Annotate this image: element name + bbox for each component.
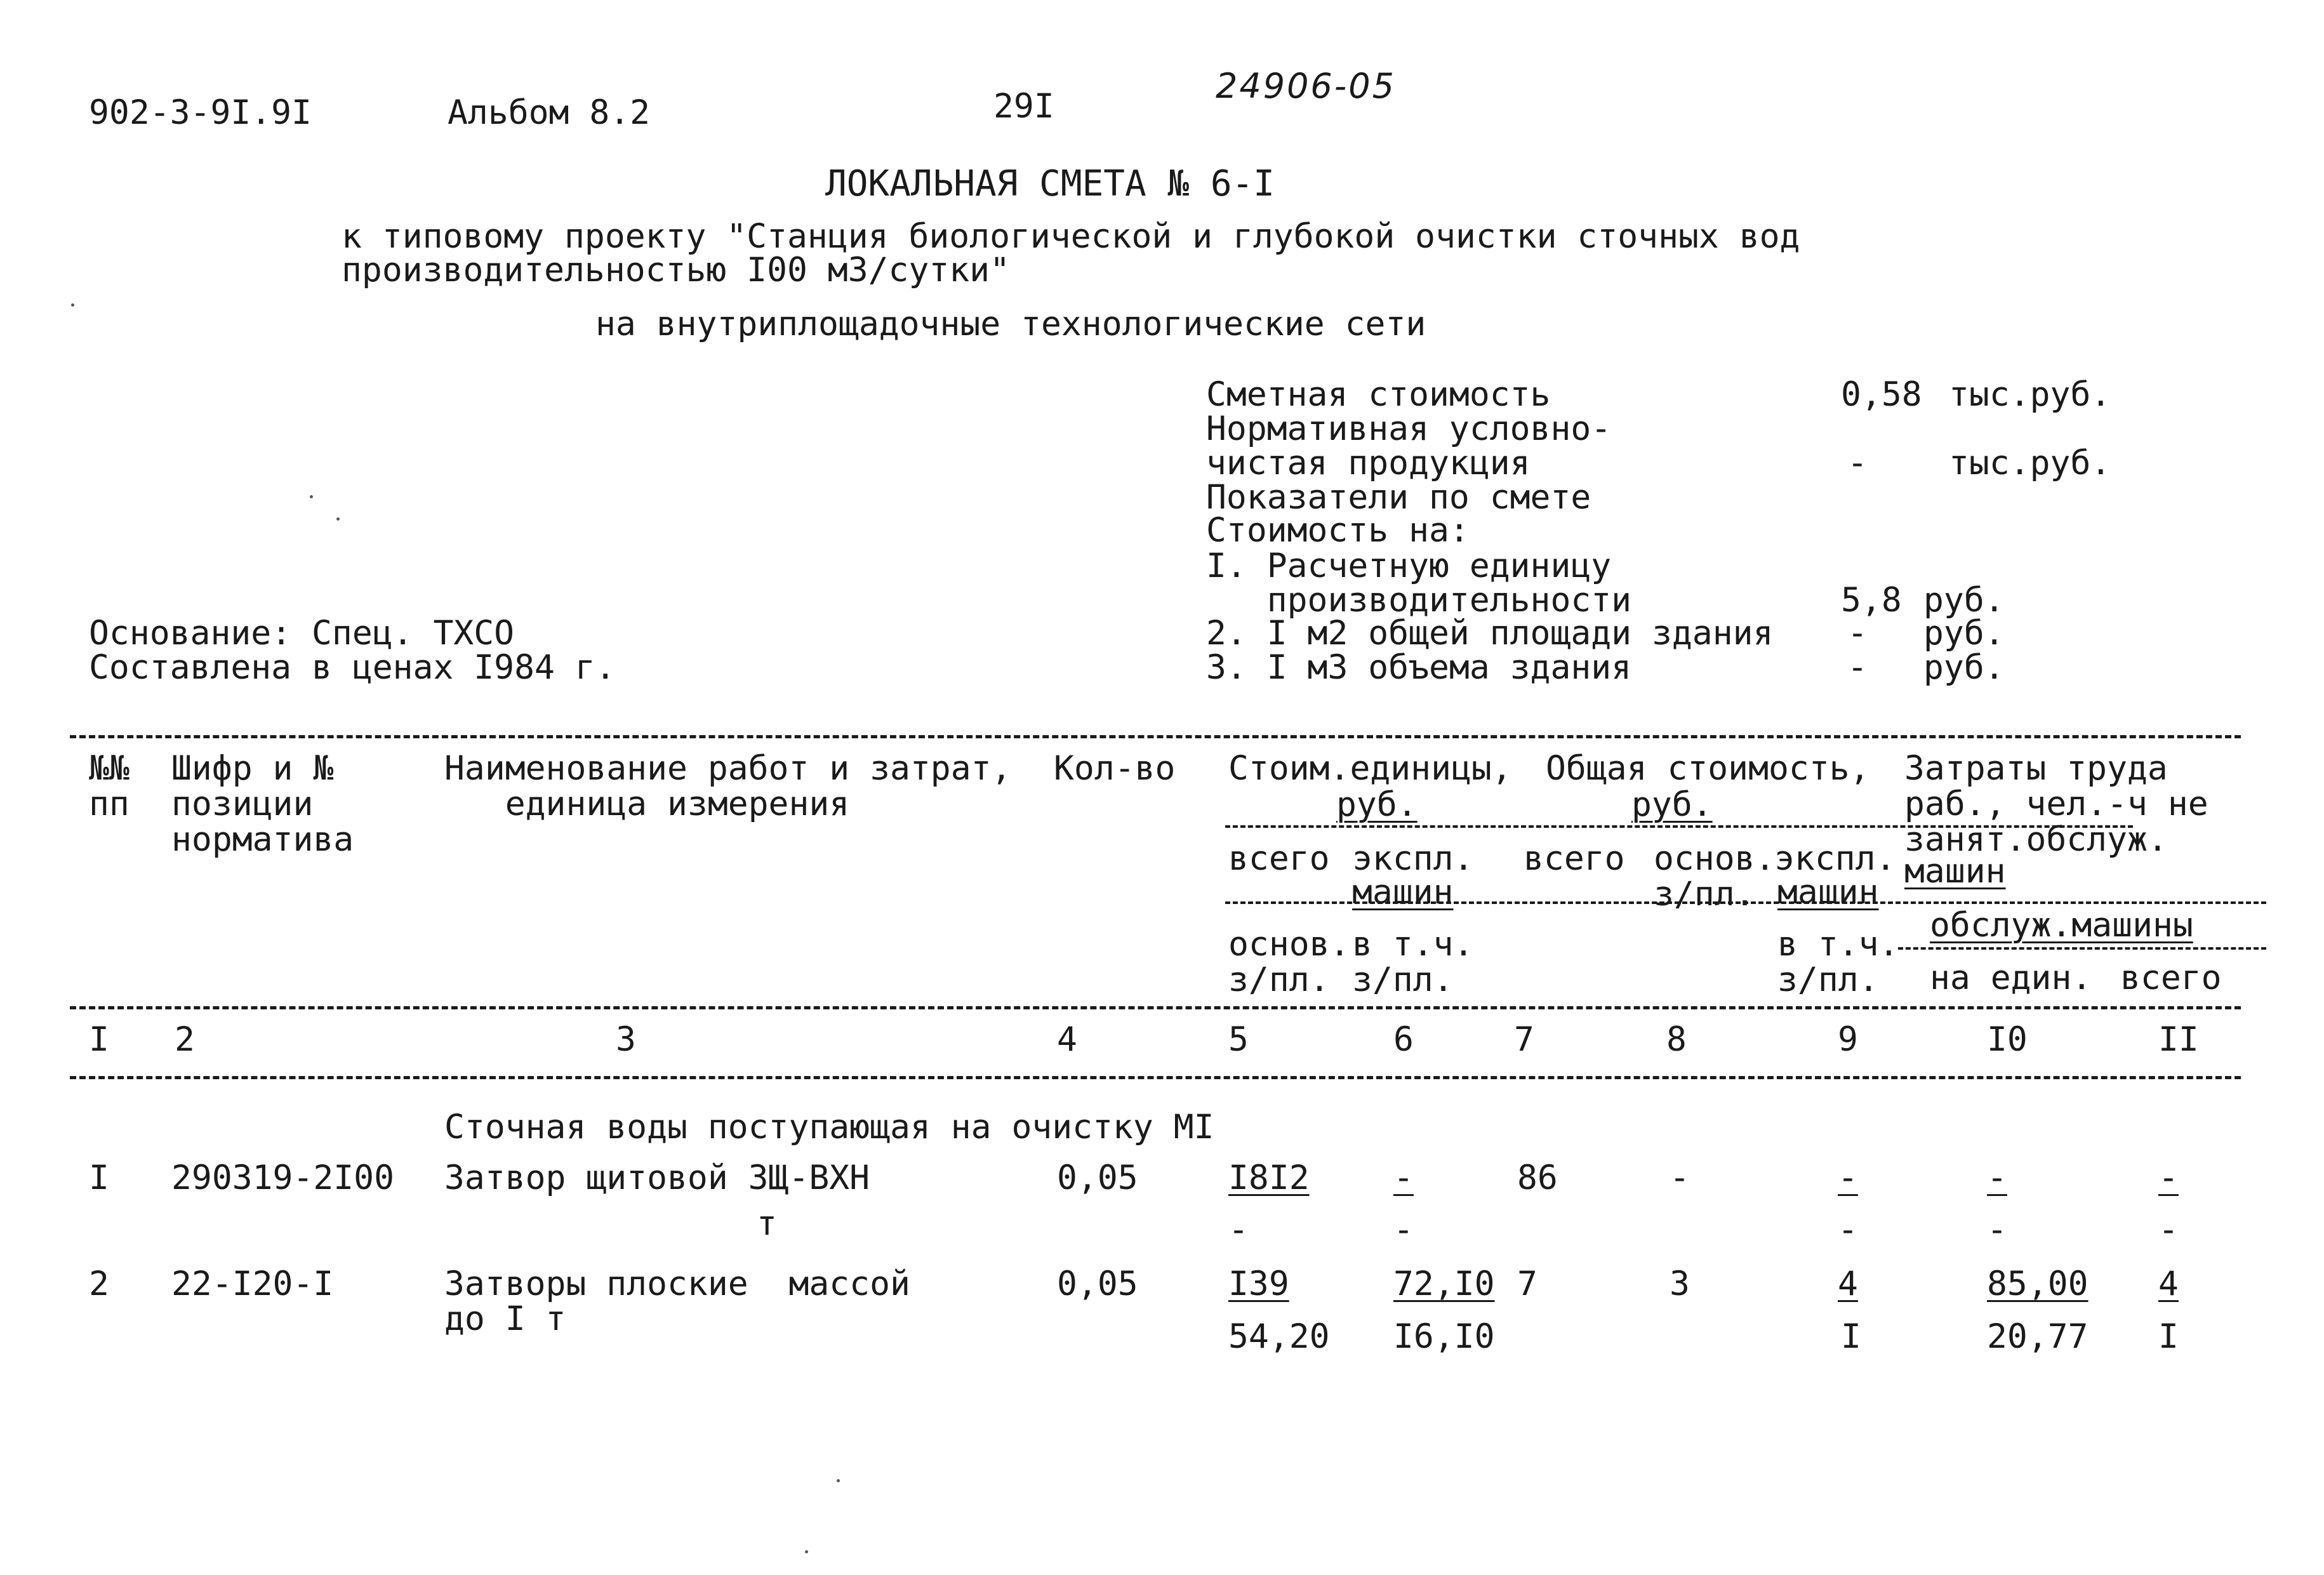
sub-header-incl-wage: в т.ч. з/пл. — [1352, 925, 1474, 999]
col-header-name: Наименование работ и затрат, единица измерения — [444, 749, 1012, 823]
doc-code: 902-3-9I.9I — [89, 93, 312, 132]
row-unit-cost: I8I2 — [1228, 1159, 1310, 1197]
col-header-labor-machines: машин — [1904, 852, 2006, 891]
sub-header-base-wage: основ. з/пл. — [1654, 839, 1776, 914]
col-header-labor: Затраты труда раб., чел.-ч не занят.обслуж. — [1904, 749, 2208, 859]
col-header-qty: Кол-во — [1054, 749, 1176, 788]
col-number: 6 — [1393, 1020, 1414, 1059]
row-labor-total: 4 — [2158, 1265, 2179, 1303]
row-name: Затвор щитовой ЗЩ-ВХН — [444, 1159, 870, 1197]
row-num: 2 — [89, 1265, 109, 1303]
sub-header-per-unit: на един. — [1930, 959, 2092, 997]
sub-header-base-wage: основ. з/пл. — [1228, 925, 1350, 999]
row-labor-total-service: I — [2158, 1317, 2179, 1356]
sub-header-expl: экспл. — [1774, 839, 1896, 878]
table-rule-numbers-bottom — [70, 1076, 2241, 1079]
summary-line: производительности — [1206, 581, 1632, 620]
summary-unit: руб. — [1923, 614, 2005, 653]
row-total-base-wage: 3 — [1670, 1265, 1690, 1303]
summary-value: 0,58 — [1841, 375, 1922, 414]
summary-value: - — [1847, 614, 1868, 653]
row-total-cost: 7 — [1517, 1265, 1537, 1303]
row-unit: т — [757, 1204, 777, 1243]
summary-line: Нормативная условно- — [1206, 409, 1612, 448]
scan-speck — [336, 517, 340, 521]
row-labor-per-unit: - — [1987, 1159, 2007, 1197]
row-unit-cost: I39 — [1228, 1265, 1289, 1303]
scan-speck — [805, 1550, 808, 1553]
summary-value: - — [1847, 444, 1868, 482]
basis-line-1: Основание: Спец. ТХСО — [89, 614, 515, 653]
row-num: I — [89, 1159, 109, 1197]
estimate-title: ЛОКАЛЬНАЯ СМЕТА № 6-I — [825, 163, 1275, 204]
basis-line-2: Составлена в ценах I984 г. — [89, 648, 616, 687]
col-number: II — [2158, 1020, 2199, 1059]
album-label: Альбом 8.2 — [448, 93, 651, 132]
row-name: Затворы плоские массой — [444, 1265, 910, 1303]
row-labor-per-unit-service: 20,77 — [1987, 1317, 2088, 1356]
summary-unit: руб. — [1923, 581, 2005, 620]
row-unit-machine: 72,I0 — [1393, 1265, 1495, 1303]
header-subrule — [1898, 947, 2266, 950]
col-number: 8 — [1666, 1020, 1687, 1059]
title-line-1: к типовому проекту "Станция биологической и глубокой очистки сточных вод — [342, 217, 1800, 256]
row-total-machine: 4 — [1838, 1265, 1858, 1303]
summary-value: 5,8 — [1841, 581, 1902, 620]
col-header-total-cost-rub: руб. — [1631, 785, 1713, 824]
row-unit-machine: - — [1393, 1159, 1414, 1197]
col-number: 3 — [616, 1020, 636, 1059]
col-header-num: №№ пп — [89, 749, 129, 823]
table-rule-top — [70, 735, 2241, 738]
title-line-3: на внутриплощадочные технологические сети — [595, 305, 1426, 343]
row-name-continued: до I т — [444, 1299, 566, 1338]
scan-speck — [310, 495, 313, 498]
col-header-code: Шифр и № позиции норматива — [171, 749, 354, 859]
handwritten-number: 24906-05 — [1216, 66, 1396, 106]
scan-speck — [837, 1479, 840, 1482]
col-number: 2 — [175, 1020, 195, 1059]
col-header-unit-cost: Стоим.единицы, — [1228, 749, 1512, 788]
summary-unit: руб. — [1923, 648, 2005, 687]
row-unit-base-wage: 54,20 — [1228, 1317, 1330, 1356]
row-unit-base-wage: - — [1228, 1211, 1249, 1249]
row-code: 22-I20-I — [171, 1265, 334, 1303]
row-total-machine: - — [1838, 1159, 1858, 1197]
summary-unit: тыс.руб. — [1949, 375, 2111, 414]
col-number: 5 — [1228, 1020, 1249, 1059]
summary-line: 2. I м2 общей площади здания — [1206, 614, 1774, 653]
summary-line: Стоимость на: — [1206, 511, 1470, 550]
sub-header-total: всего — [1228, 839, 1330, 878]
row-total-machine-wage: - — [1838, 1211, 1858, 1249]
sub-header-machines: машин — [1777, 873, 1879, 912]
col-header-total-cost: Общая стоимость, — [1546, 749, 1870, 788]
sub-header-service-machine: обслуж.машины — [1930, 906, 2193, 945]
sub-header-machines: машин — [1352, 873, 1454, 912]
sub-header-expl: экспл. — [1352, 839, 1474, 878]
row-total-cost: 86 — [1517, 1159, 1558, 1197]
sub-header-total: всего — [2120, 959, 2222, 997]
row-unit-machine-wage: I6,I0 — [1393, 1317, 1495, 1356]
row-code: 290319-2I00 — [171, 1159, 394, 1197]
row-qty: 0,05 — [1057, 1159, 1138, 1197]
summary-line: чистая продукция — [1206, 444, 1531, 482]
summary-line: 3. I м3 объема здания — [1206, 648, 1632, 687]
col-number: I — [89, 1020, 109, 1059]
row-labor-per-unit-service: - — [1987, 1211, 2007, 1249]
row-labor-total-service: - — [2158, 1211, 2179, 1249]
row-total-base-wage: - — [1670, 1159, 1690, 1197]
row-unit-machine-wage: - — [1393, 1211, 1414, 1249]
sub-header-incl-wage: в т.ч. з/пл. — [1777, 925, 1899, 999]
summary-line: I. Расчетную единицу — [1206, 547, 1612, 585]
row-total-machine-wage: I — [1841, 1317, 1861, 1356]
summary-line: Показатели по смете — [1206, 478, 1591, 517]
title-line-2: производительностью I00 м3/сутки" — [342, 251, 1010, 289]
col-number: I0 — [1987, 1020, 2028, 1059]
row-labor-total: - — [2158, 1159, 2179, 1197]
summary-line: Сметная стоимость — [1206, 375, 1551, 414]
row-qty: 0,05 — [1057, 1265, 1138, 1303]
col-number: 7 — [1514, 1020, 1534, 1059]
col-header-unit-cost-rub: руб. — [1336, 785, 1418, 824]
section-heading: Сточная воды поступающая на очистку MI — [444, 1108, 1214, 1146]
col-number: 4 — [1057, 1020, 1077, 1059]
summary-unit: тыс.руб. — [1949, 444, 2111, 482]
summary-value: - — [1847, 648, 1868, 687]
row-labor-per-unit: 85,00 — [1987, 1265, 2088, 1303]
col-number: 9 — [1838, 1020, 1858, 1059]
table-rule-header-bottom — [70, 1006, 2241, 1009]
page-number: 29I — [993, 87, 1054, 126]
sub-header-total: всего — [1524, 839, 1625, 878]
scan-speck — [71, 303, 74, 307]
